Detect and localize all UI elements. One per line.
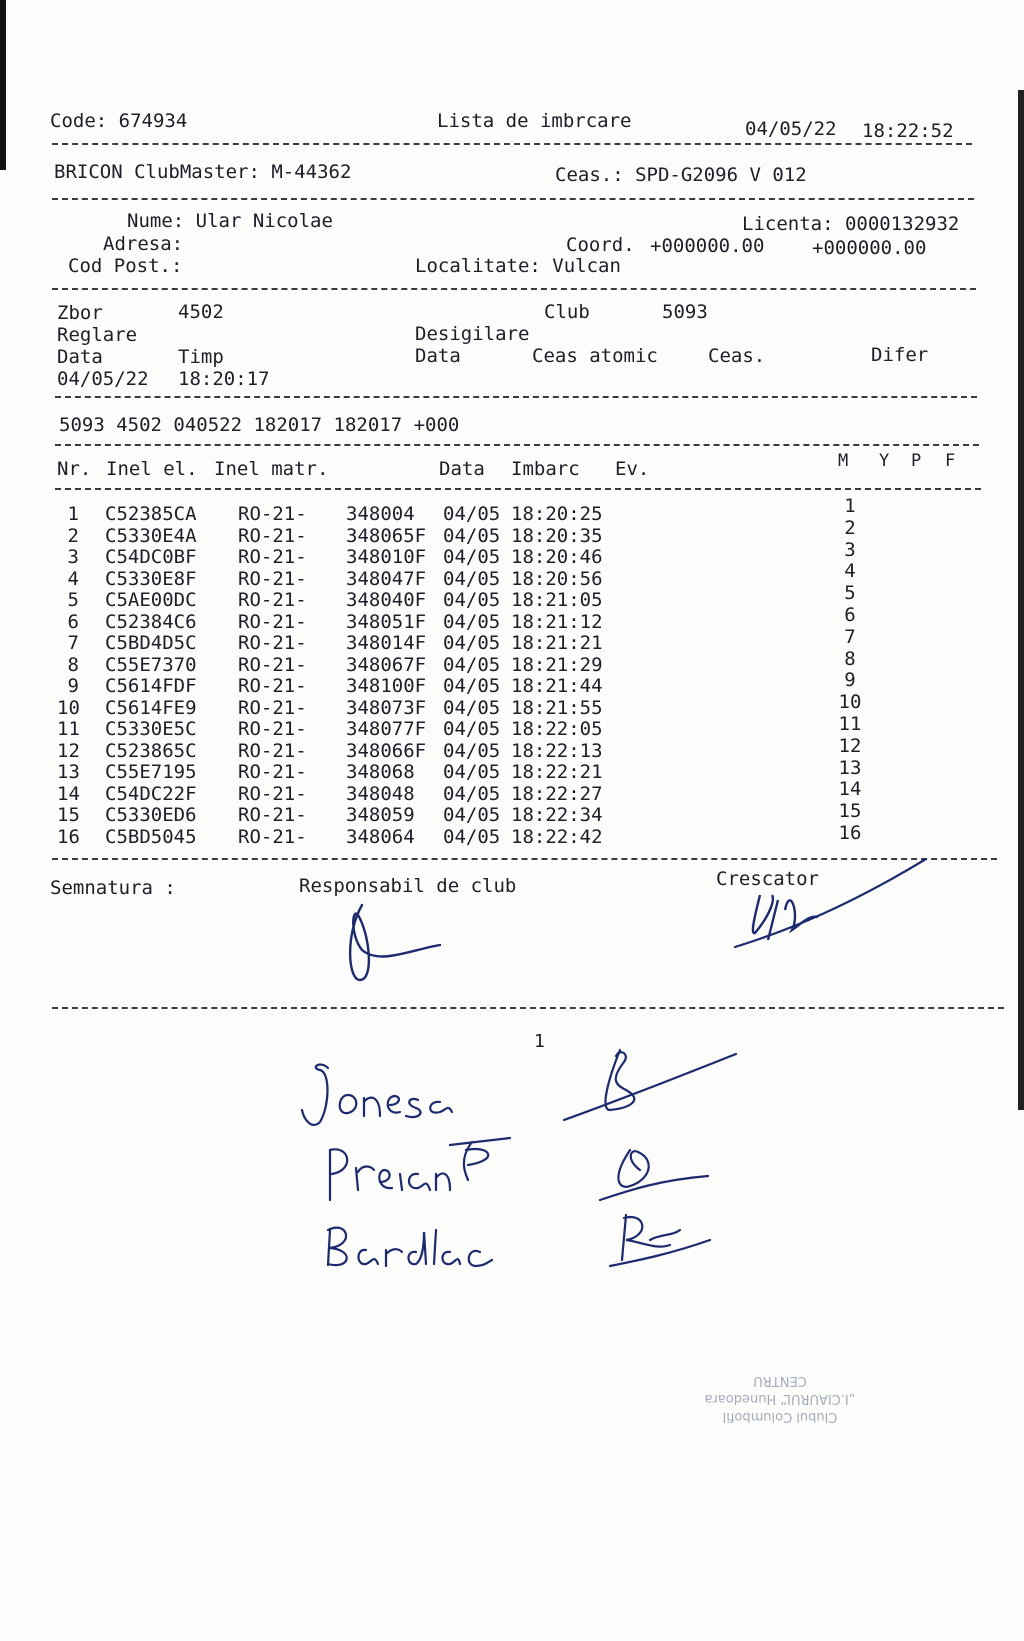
- clock-label: Ceas.: [708, 345, 766, 367]
- row-cell-data: 04/05: [443, 546, 501, 568]
- row-cell-el: C5AE00DC: [105, 589, 197, 611]
- row-cell-pre: RO-21-: [238, 804, 307, 826]
- row-cell-el: C523865C: [105, 739, 197, 762]
- flight-number: 4502: [178, 301, 224, 323]
- m-number: 7: [844, 625, 856, 648]
- row-cell-matr: 348067F: [346, 653, 427, 676]
- header-date: 04/05/22: [745, 118, 837, 140]
- row-cell-matr: 348059: [346, 804, 415, 826]
- club-number: 5093: [662, 301, 708, 323]
- m-number: 6: [844, 604, 856, 626]
- row-cell-matr: 348064: [346, 825, 415, 848]
- row-cell-time: 18:20:56: [511, 567, 603, 590]
- locality: Localitate: Vulcan: [415, 255, 621, 277]
- row-cell-time: 18:21:29: [511, 653, 603, 676]
- row-cell-nr: 4: [67, 567, 79, 590]
- row-cell-data: 04/05: [443, 653, 501, 676]
- row-cell-matr: 348014F: [346, 632, 427, 654]
- unseal-label: Desigilare: [415, 323, 530, 345]
- setting-date: 04/05/22: [57, 368, 149, 390]
- row-cell-data: 04/05: [443, 675, 501, 697]
- row-cell-el: C5614FDF: [105, 675, 197, 697]
- m-number: 16: [838, 822, 862, 844]
- row-cell-el: C5330E4A: [105, 524, 197, 547]
- row-cell-time: 18:21:05: [511, 589, 603, 611]
- setting-time: 18:20:17: [178, 368, 270, 390]
- m-number: 11: [838, 713, 862, 735]
- row-cell-pre: RO-21-: [238, 825, 307, 848]
- row-cell-nr: 12: [57, 739, 80, 762]
- row-cell-pre: RO-21-: [238, 653, 307, 676]
- code-label: Code: 674934: [50, 110, 188, 132]
- row-cell-data: 04/05: [443, 718, 501, 740]
- row-cell-el: C55E7370: [105, 653, 197, 676]
- row-cell-matr: 348048: [346, 782, 415, 805]
- row-cell-nr: 6: [67, 610, 79, 633]
- signature-label: Semnatura :: [50, 877, 176, 899]
- col-header-p: P: [911, 451, 922, 471]
- scan-edge-left: [0, 0, 6, 170]
- divider: [52, 288, 976, 290]
- row-cell-nr: 2: [67, 524, 79, 547]
- row-cell-pre: RO-21-: [238, 782, 307, 805]
- row-cell-time: 18:22:21: [511, 761, 603, 783]
- breeder-label: Crescator: [716, 868, 819, 890]
- row-cell-time: 18:20:46: [511, 546, 603, 568]
- owner-name: Nume: Ular Nicolae: [127, 210, 333, 232]
- divider: [55, 488, 981, 490]
- m-number: 12: [838, 734, 862, 757]
- row-cell-nr: 14: [57, 782, 80, 805]
- club-label: Club: [544, 301, 590, 323]
- row-cell-time: 18:20:35: [511, 524, 603, 547]
- row-cell-el: C5330E8F: [105, 567, 197, 590]
- divider: [52, 1007, 1004, 1009]
- page-number: 1: [534, 1031, 545, 1052]
- postal-code-label: Cod Post.:: [68, 255, 183, 277]
- divider: [52, 198, 974, 200]
- row-cell-pre: RO-21-: [238, 567, 307, 590]
- row-cell-time: 18:21:44: [511, 675, 603, 697]
- col-header-data: Data: [439, 458, 485, 480]
- row-cell-el: C5614FE9: [105, 696, 197, 719]
- stamp-line-1: Clubul Columbofil: [722, 1409, 838, 1424]
- row-cell-time: 18:22:05: [511, 718, 603, 740]
- row-cell-time: 18:21:21: [511, 632, 603, 654]
- handwritten-signatures: [560, 1040, 740, 1280]
- row-cell-el: C54DC0BF: [105, 546, 197, 568]
- col-header-inel-matr: Inel matr.: [214, 458, 329, 480]
- col-header-y: Y: [879, 451, 890, 471]
- row-cell-nr: 15: [57, 804, 80, 826]
- atomic-clock-label: Ceas atomic: [532, 345, 658, 367]
- col-header-f: F: [945, 451, 956, 471]
- row-cell-pre: RO-21-: [238, 589, 307, 611]
- row-cell-data: 04/05: [443, 696, 501, 719]
- system-id: BRICON ClubMaster: M-44362: [54, 161, 352, 183]
- row-cell-el: C5330E5C: [105, 718, 197, 740]
- row-cell-time: 18:21:55: [511, 696, 603, 719]
- divider: [52, 143, 972, 145]
- row-cell-pre: RO-21-: [238, 696, 307, 719]
- row-cell-nr: 7: [67, 632, 79, 654]
- row-cell-data: 04/05: [443, 782, 501, 805]
- row-cell-el: C5BD4D5C: [105, 632, 197, 654]
- row-cell-data: 04/05: [443, 804, 501, 826]
- row-cell-el: C5BD5045: [105, 825, 197, 848]
- row-cell-pre: RO-21-: [238, 761, 307, 783]
- col-header-imbarc: Imbarc: [511, 458, 580, 480]
- row-cell-matr: 348065F: [346, 524, 427, 547]
- unseal-date-label: Data: [415, 345, 461, 367]
- clock-id: Ceas.: SPD-G2096 V 012: [555, 164, 807, 186]
- row-cell-data: 04/05: [443, 503, 501, 525]
- coord-y: +000000.00: [812, 237, 927, 259]
- difference-label: Difer: [871, 344, 929, 366]
- row-cell-data: 04/05: [443, 825, 501, 848]
- row-cell-pre: RO-21-: [238, 610, 307, 633]
- row-cell-nr: 9: [67, 675, 79, 697]
- row-cell-el: C5330ED6: [105, 804, 197, 826]
- row-cell-time: 18:20:25: [511, 503, 603, 525]
- row-cell-matr: 348066F: [346, 739, 427, 762]
- row-cell-data: 04/05: [443, 739, 501, 762]
- row-cell-pre: RO-21-: [238, 524, 307, 547]
- row-cell-pre: RO-21-: [238, 739, 307, 762]
- col-header-nr: Nr.: [57, 458, 92, 480]
- license-number: Licenta: 0000132932: [742, 213, 960, 235]
- setting-label: Reglare: [57, 324, 138, 346]
- row-cell-data: 04/05: [443, 589, 501, 611]
- document-title: Lista de imbrcare: [437, 110, 632, 132]
- row-cell-nr: 3: [67, 546, 79, 568]
- row-cell-el: C52385CA: [105, 503, 197, 525]
- row-cell-matr: 348004: [346, 503, 415, 525]
- m-number: 1: [844, 495, 856, 517]
- row-cell-nr: 13: [57, 761, 80, 783]
- m-number: 2: [844, 516, 856, 539]
- row-cell-time: 18:22:42: [511, 825, 603, 848]
- col-header-m: M: [838, 451, 849, 471]
- club-responsible-signature: [340, 895, 450, 985]
- scan-edge-right: [1018, 90, 1024, 1110]
- row-cell-nr: 16: [57, 825, 80, 848]
- divider: [55, 444, 979, 446]
- stamp-line-3: CENTRU: [753, 1373, 807, 1388]
- row-cell-pre: RO-21-: [238, 546, 307, 568]
- row-cell-data: 04/05: [443, 524, 501, 547]
- row-cell-el: C54DC22F: [105, 782, 197, 805]
- coord-x: +000000.00: [650, 235, 765, 257]
- header-time: 18:22:52: [862, 120, 954, 142]
- col-header-ev: Ev.: [615, 458, 650, 480]
- m-number: 14: [838, 778, 862, 801]
- row-cell-matr: 348077F: [346, 718, 427, 740]
- m-number: 4: [844, 560, 856, 583]
- breeder-signature: [730, 855, 930, 955]
- row-cell-matr: 348068: [346, 761, 415, 783]
- m-number: 3: [844, 538, 856, 561]
- row-cell-nr: 10: [57, 696, 80, 719]
- row-cell-time: 18:22:13: [511, 739, 603, 762]
- address-label: Adresa:: [103, 233, 184, 255]
- row-cell-pre: RO-21-: [238, 675, 307, 697]
- row-cell-data: 04/05: [443, 567, 501, 590]
- row-cell-data: 04/05: [443, 632, 501, 654]
- col-header-inel-el: Inel el.: [106, 458, 198, 480]
- row-cell-matr: 348040F: [346, 589, 427, 611]
- row-cell-time: 18:21:12: [511, 610, 603, 633]
- row-cell-data: 04/05: [443, 610, 501, 633]
- summary-line: 5093 4502 040522 182017 182017 +000: [59, 414, 460, 436]
- row-cell-data: 04/05: [443, 761, 501, 783]
- m-number: 15: [838, 800, 862, 823]
- row-cell-el: C52384C6: [105, 610, 197, 633]
- row-cell-el: C55E7195: [105, 761, 197, 783]
- row-cell-nr: 11: [57, 718, 80, 740]
- m-number: 13: [838, 756, 862, 779]
- m-number: 5: [844, 582, 856, 605]
- row-cell-matr: 348100F: [346, 675, 427, 697]
- row-cell-pre: RO-21-: [238, 632, 307, 654]
- time-label: Timp: [178, 346, 224, 368]
- club-responsible-label: Responsabil de club: [299, 875, 517, 897]
- m-number: 10: [838, 691, 862, 714]
- row-cell-matr: 348047F: [346, 567, 427, 590]
- date-label: Data: [57, 346, 103, 368]
- row-cell-nr: 1: [67, 503, 79, 525]
- row-cell-matr: 348051F: [346, 610, 427, 633]
- row-cell-matr: 348010F: [346, 546, 427, 568]
- row-cell-pre: RO-21-: [238, 718, 307, 740]
- club-stamp: [665, 1335, 895, 1425]
- m-number: 9: [844, 669, 856, 692]
- row-cell-nr: 8: [67, 653, 79, 676]
- row-cell-matr: 348073F: [346, 696, 427, 719]
- stamp-line-2: „I.CIAURUL” Hunedoara: [704, 1391, 856, 1406]
- divider: [55, 396, 977, 398]
- row-cell-time: 18:22:27: [511, 782, 603, 805]
- row-cell-nr: 5: [67, 589, 79, 611]
- coord-label: Coord.: [566, 234, 635, 256]
- row-cell-pre: RO-21-: [238, 503, 307, 525]
- row-cell-time: 18:22:34: [511, 804, 603, 826]
- m-number: 8: [844, 647, 856, 670]
- flight-label: Zbor: [57, 302, 103, 324]
